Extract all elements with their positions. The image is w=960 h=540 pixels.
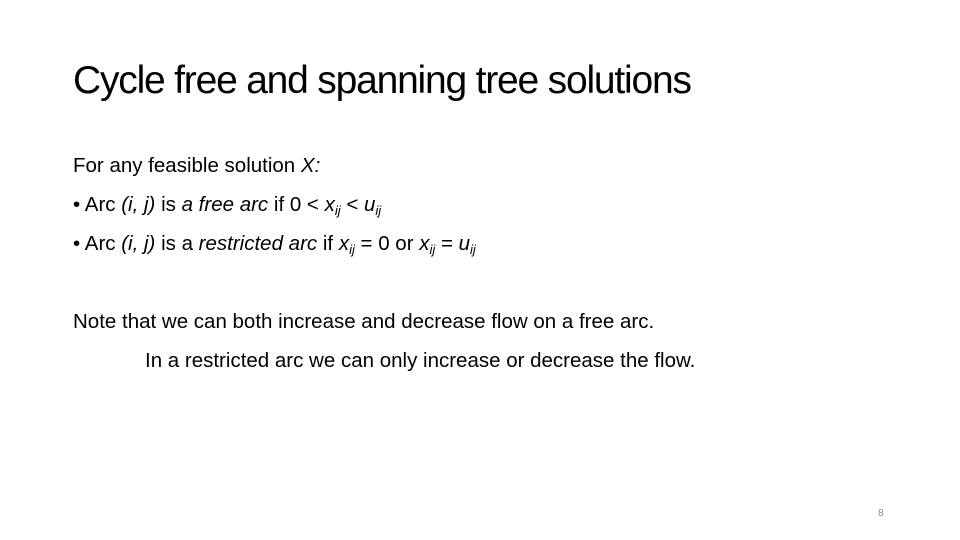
condition-text: if 0 < xyxy=(268,193,325,216)
is-text: is xyxy=(155,193,182,216)
u-subscript: ij xyxy=(470,242,476,257)
x-subscript: ij xyxy=(429,242,436,257)
equals-zero-or: = 0 or xyxy=(354,232,420,255)
arc-ref: (i, j) xyxy=(121,232,156,255)
slide-title: Cycle free and spanning tree solutions xyxy=(73,59,691,102)
spacer xyxy=(73,263,695,302)
slide-body xyxy=(73,146,695,380)
bullet-marker: • xyxy=(73,232,81,255)
note-line-1: Note that we can both increase and decrease flow on a free arc. xyxy=(73,310,655,333)
condition-text: if xyxy=(317,232,339,255)
bullet-restricted-arc xyxy=(73,224,695,263)
x-subscript: ij xyxy=(334,203,341,218)
intro-text: For any feasible solution xyxy=(73,154,301,177)
x-var: x xyxy=(419,232,430,255)
restricted-arc-term: restricted arc xyxy=(198,232,318,255)
u-subscript: ij xyxy=(375,203,382,218)
equals: = xyxy=(435,232,459,255)
page-number: 8 xyxy=(878,508,884,519)
arc-ref: (i, j) xyxy=(121,193,156,216)
x-var: x xyxy=(324,193,335,216)
intro-variable: X: xyxy=(300,154,321,177)
bullet-marker: • xyxy=(73,193,81,216)
x-subscript: ij xyxy=(349,242,355,257)
is-text: is a xyxy=(155,232,199,255)
free-arc-term: a free arc xyxy=(181,193,269,216)
intro-line xyxy=(73,146,695,185)
u-var: u xyxy=(458,232,471,255)
bullet-free-arc xyxy=(73,185,695,224)
arc-word: Arc xyxy=(84,232,122,255)
x-var: x xyxy=(338,232,350,255)
note-line-2: In a restricted arc we can only increase or decrease the flow. xyxy=(145,349,696,372)
arc-word: Arc xyxy=(84,193,122,216)
less-than: < xyxy=(340,193,364,216)
u-var: u xyxy=(364,193,376,216)
